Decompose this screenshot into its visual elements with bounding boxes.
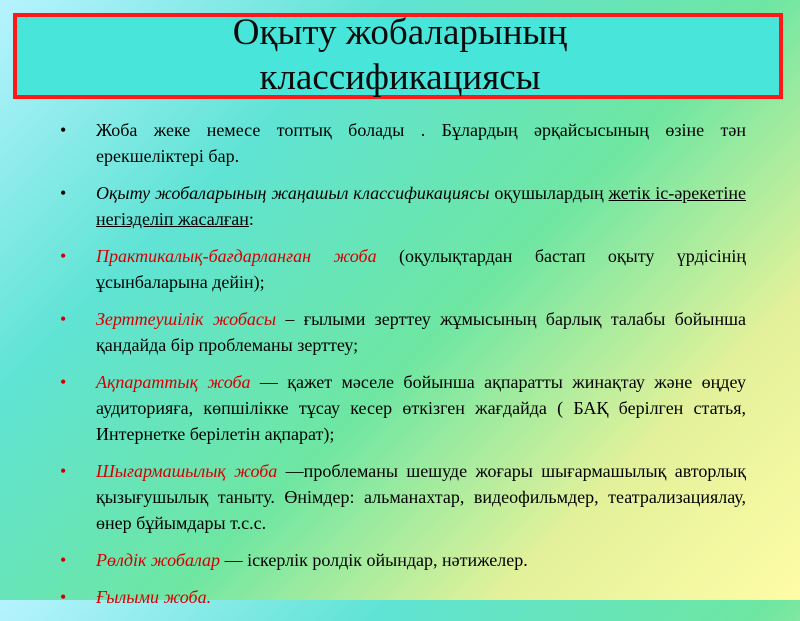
list-item [60, 306, 746, 358]
list-item [60, 458, 746, 536]
list-item [60, 243, 746, 295]
slide-title [0, 10, 800, 100]
slide-title-line-2: классификациясы [259, 57, 541, 98]
item-term: Практикалық-бағдарланған жоба [96, 246, 377, 266]
item-term: Шығармашылық жоба [96, 461, 278, 481]
list-item [60, 180, 746, 232]
bullet-list [60, 117, 746, 621]
item-underlined-text: жетік іс-әрекетіне негізделіп жасалған [96, 183, 746, 229]
item-text-end: : [248, 209, 254, 229]
item-text: — қажет мәселе бойынша ақпаратты жинақтау және өңдеу аудиторияға, көпшілікке тұсау кесер өткізген жағдайда ( БАҚ берілген статья, Интернетке берілетін ақпарат); [96, 372, 747, 444]
list-item [60, 584, 746, 610]
item-text: —проблеманы шешуде жоғары шығармашылық авторлық қызығушылық таныту. Өнімдер: альманахтар, видеофильмдер, театрализациялау, өнер бұйымдары т.с.с. [96, 461, 746, 533]
item-text: Жоба жеке немесе топтық болады . Бұлардың әрқайсысының өзіне тән ерекшеліктері бар. [96, 120, 746, 166]
slide-title-line-1: Оқыту жобаларының [232, 12, 568, 53]
item-text: оқушылардың [489, 183, 609, 203]
item-text: — іскерлік ролдік ойындар, нәтижелер. [220, 550, 528, 570]
list-item [60, 369, 746, 447]
item-text: – ғылыми зерттеу жұмысының барлық талабы бойынша қандайда бір проблеманы зерттеу; [96, 309, 746, 355]
list-item [60, 547, 746, 573]
item-term: Ғылыми жоба. [96, 587, 212, 607]
item-term: Рөлдік жобалар [96, 550, 221, 570]
list-item [60, 117, 746, 169]
item-term: Зерттеушілік жобасы [96, 309, 277, 329]
item-text: (оқулықтардан бастап оқыту үрдісінің ұсынбаларына дейін); [96, 246, 746, 292]
item-term: Оқыту жобаларының жаңашыл классификациясы [96, 183, 490, 203]
item-term: Ақпараттық жоба [96, 372, 251, 392]
